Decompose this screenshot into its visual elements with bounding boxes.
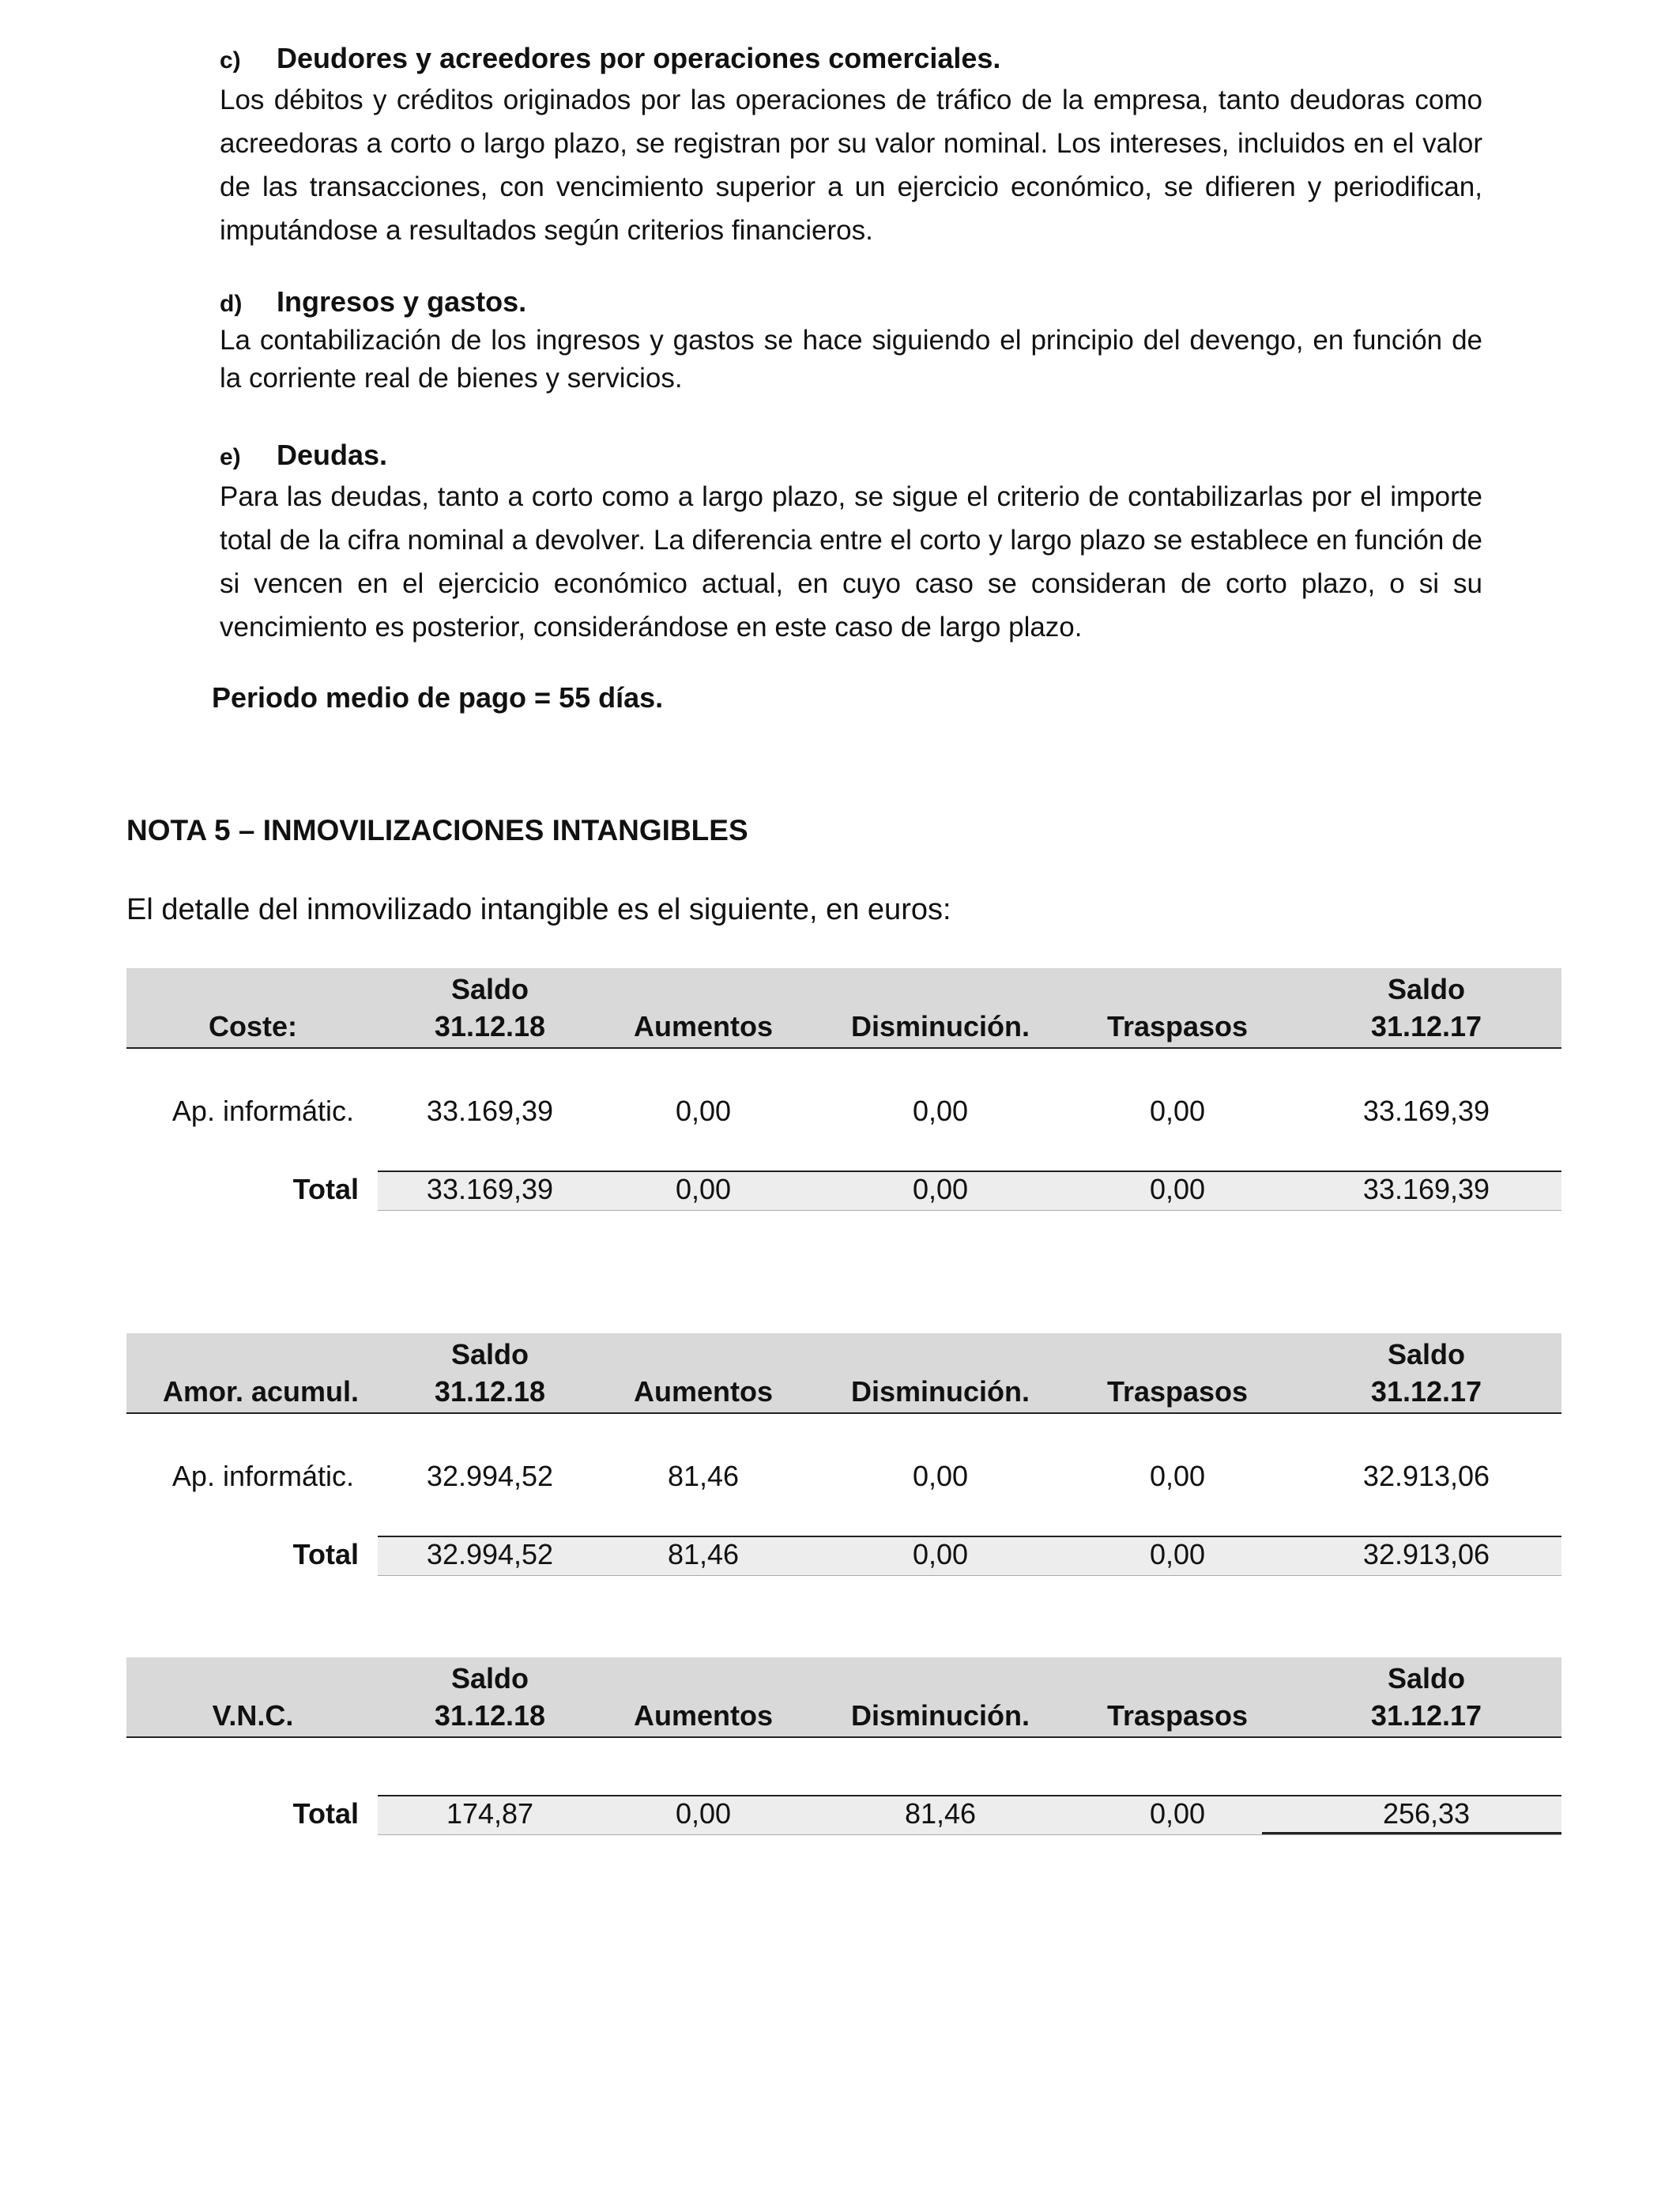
total-cell: 0,00 <box>912 1538 969 1570</box>
total-cell: 33.169,39 <box>426 1173 554 1205</box>
header-label: V.N.C. <box>212 1699 294 1732</box>
coste-table <box>126 968 1561 1213</box>
header-traspasos: Traspasos <box>1106 1010 1249 1042</box>
section-body: Para las deudas, tanto a corto como a largo plazo, se sigue el criterio de contabilizarlas por el importe total de la cifra nominal a devolver. La diferencia entre el corto y largo plazo se establece en función de si vencen en el ejercicio económico actual, en cuyo caso se consideran de corto plazo, o si su vencimiento es posterior, considerándose en este caso de largo plazo. <box>220 481 1482 643</box>
section-title: Deudas. <box>277 439 388 471</box>
total-cell: 0,00 <box>912 1173 969 1205</box>
header-date-18: 31.12.18 <box>434 1699 546 1732</box>
total-cell: 0,00 <box>675 1173 732 1205</box>
total-label: Total <box>292 1173 359 1205</box>
section-letter: c) <box>220 47 241 74</box>
table-cell: 32.913,06 <box>1362 1460 1490 1492</box>
total-cell: 174,87 <box>446 1797 534 1830</box>
section-body: Los débitos y créditos originados por las operaciones de tráfico de la empresa, tanto deudoras como acreedoras a corto o largo plazo, se registran por su valor nominal. Los intereses, incluidos en el valor de las transacciones, con vencimiento superior a un ejercicio económico, se difieren y periodifican, imputándose a resultados según criterios financieros. <box>220 85 1482 246</box>
total-cell: 81,46 <box>904 1797 977 1830</box>
total-cell: 32.913,06 <box>1362 1538 1490 1570</box>
vnc-table <box>126 1657 1561 1847</box>
header-date-17: 31.12.17 <box>1370 1375 1482 1408</box>
total-cell: 0,00 <box>1149 1538 1206 1570</box>
total-cell: 0,00 <box>1149 1797 1206 1830</box>
header-saldo: Saldo <box>450 973 529 1005</box>
header-aumentos: Aumentos <box>633 1010 773 1042</box>
row-label: Ap. informátic. <box>171 1460 354 1492</box>
header-date-18: 31.12.18 <box>434 1010 546 1042</box>
total-cell: 256,33 <box>1382 1797 1471 1830</box>
header-traspasos: Traspasos <box>1106 1375 1249 1408</box>
section-heading <box>220 285 1482 322</box>
total-label: Total <box>292 1538 359 1570</box>
section-d <box>220 285 1482 398</box>
periodo-medio-pago: Periodo medio de pago = 55 días. <box>212 681 664 714</box>
total-cell: 33.169,39 <box>1362 1173 1490 1205</box>
header-disminucion: Disminución. <box>850 1375 1030 1408</box>
header-aumentos: Aumentos <box>633 1375 773 1408</box>
header-label: Amor. acumul. <box>162 1375 360 1408</box>
total-cell: 32.994,52 <box>426 1538 554 1570</box>
header-saldo: Saldo <box>450 1338 529 1370</box>
section-e <box>220 438 1482 649</box>
header-date-17: 31.12.17 <box>1370 1699 1482 1732</box>
total-cell: 0,00 <box>675 1797 732 1830</box>
total-label: Total <box>292 1797 359 1830</box>
header-saldo: Saldo <box>450 1662 529 1695</box>
table-cell: 0,00 <box>1149 1460 1206 1492</box>
nota-title: NOTA 5 – INMOVILIZACIONES INTANGIBLES <box>126 814 748 846</box>
row-label: Ap. informátic. <box>171 1095 354 1127</box>
section-letter: d) <box>220 291 243 317</box>
table-cell: 33.169,39 <box>1362 1095 1490 1127</box>
header-date-17: 31.12.17 <box>1370 1010 1482 1042</box>
table-header <box>126 1333 1561 1414</box>
header-label: Coste: <box>208 1010 297 1042</box>
amortizacion-table <box>126 1333 1561 1578</box>
section-body: La contabilización de los ingresos y gastos se hace siguiendo el principio del devengo, en función de la corriente real de bienes y servicios. <box>220 325 1482 394</box>
table-cell: 0,00 <box>675 1095 732 1127</box>
table-cell: 81,46 <box>667 1460 740 1492</box>
total-underline <box>1262 1832 1561 1834</box>
section-heading <box>220 438 1482 475</box>
table-cell: 32.994,52 <box>426 1460 554 1492</box>
intro-text: El detalle del inmovilizado intangible es el siguiente, en euros: <box>126 893 951 926</box>
section-c <box>220 41 1482 252</box>
header-date-18: 31.12.18 <box>434 1375 546 1408</box>
total-cell: 81,46 <box>667 1538 740 1570</box>
table-cell: 0,00 <box>1149 1095 1206 1127</box>
header-saldo: Saldo <box>1387 1662 1465 1695</box>
header-disminucion: Disminución. <box>850 1010 1030 1042</box>
section-heading <box>220 41 1482 78</box>
section-title: Ingresos y gastos. <box>277 285 527 318</box>
section-letter: e) <box>220 444 241 470</box>
header-disminucion: Disminución. <box>850 1699 1030 1732</box>
table-cell: 0,00 <box>912 1460 969 1492</box>
total-cell: 0,00 <box>1149 1173 1206 1205</box>
table-header <box>126 1657 1561 1738</box>
header-saldo: Saldo <box>1387 1338 1465 1370</box>
header-aumentos: Aumentos <box>633 1699 773 1732</box>
header-saldo: Saldo <box>1387 973 1465 1005</box>
section-title: Deudores y acreedores por operaciones comerciales. <box>277 42 1001 74</box>
table-header <box>126 968 1561 1049</box>
table-cell: 0,00 <box>912 1095 969 1127</box>
header-traspasos: Traspasos <box>1106 1699 1249 1732</box>
table-cell: 33.169,39 <box>426 1095 554 1127</box>
